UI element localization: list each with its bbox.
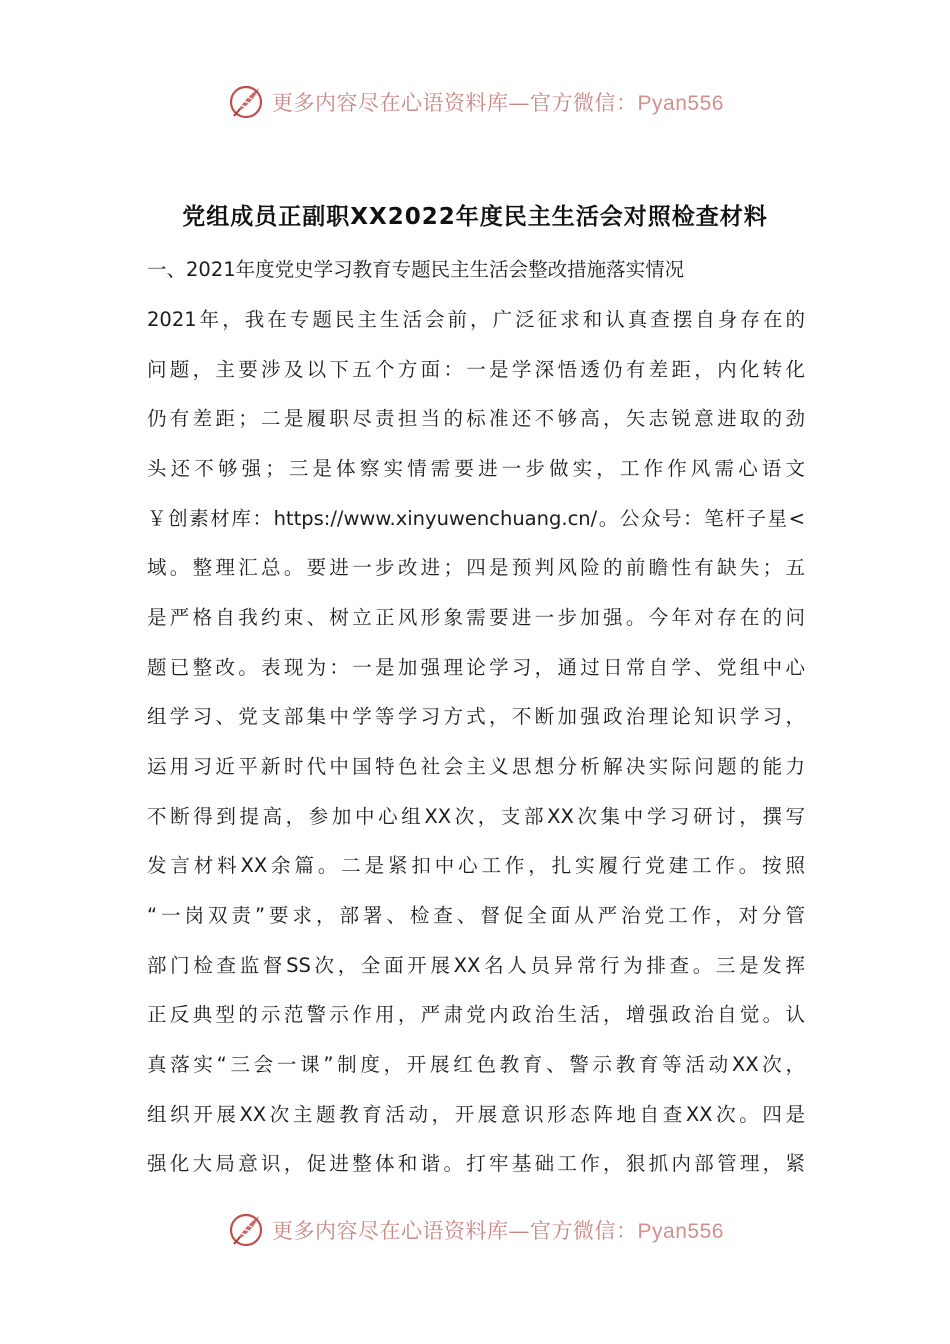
quill-logo-icon	[226, 82, 266, 122]
body-line: 强化大局意识，促进整体和谐。打牢基础工作，狠抓内部管理，紧	[147, 1152, 805, 1175]
header-watermark	[0, 80, 950, 124]
body-line: “一岗双责”要求，部署、检查、督促全面从严治党工作，对分管	[147, 904, 805, 927]
watermark-text: 更多内容尽在心语资料库—官方微信：Pyan556	[272, 91, 724, 115]
body-line: 组织开展XX次主题教育活动，开展意识形态阵地自查XX次。四是	[147, 1103, 805, 1126]
watermark-handle: Pyan556	[637, 1220, 724, 1243]
body-line: 头还不够强；三是体察实情需要进一步做实，工作作风需心语文	[147, 457, 805, 480]
body-line: 问题，主要涉及以下五个方面：一是学深悟透仍有差距，内化转化	[147, 358, 805, 381]
document-title: 党组成员正副职XX2022年度民主生活会对照检查材料	[182, 204, 768, 230]
body-line: 正反典型的示范警示作用，严肃党内政治生活，增强政治自觉。认	[147, 1003, 805, 1026]
body-line: ￥创素材库：https://www.xinyuwenchuang.cn/。公众号：笔杆子星<	[147, 507, 805, 530]
body-line: 真落实“三会一课”制度，开展红色教育、警示教育等活动XX次，	[147, 1053, 805, 1076]
section-heading: 一、2021年度党史学习教育专题民主生活会整改措施落实情况	[147, 258, 685, 281]
body-line: 仍有差距；二是履职尽责担当的标准还不够高，矢志锐意进取的劲	[147, 407, 805, 430]
body-line: 组学习、党支部集中学等学习方式，不断加强政治理论知识学习，	[147, 705, 805, 728]
body-line: 不断得到提高，参加中心组XX次，支部XX次集中学习研讨，撰写	[147, 805, 805, 828]
watermark-handle: Pyan556	[637, 92, 724, 115]
body-line: 是严格自我约束、树立正风形象需要进一步加强。今年对存在的问	[147, 606, 805, 629]
body-line: 域。整理汇总。要进一步改进；四是预判风险的前瞻性有缺失；五	[147, 556, 805, 579]
body-line: 运用习近平新时代中国特色社会主义思想分析解决实际问题的能力	[147, 755, 805, 778]
quill-logo-icon	[226, 1210, 266, 1250]
body-line: 2021年，我在专题民主生活会前，广泛征求和认真查摆自身存在的	[147, 308, 805, 331]
footer-watermark	[0, 1208, 950, 1252]
watermark-text: 更多内容尽在心语资料库—官方微信：Pyan556	[272, 1219, 724, 1243]
body-line: 发言材料XX余篇。二是紧扣中心工作，扎实履行党建工作。按照	[147, 854, 805, 877]
body-line: 题已整改。表现为：一是加强理论学习，通过日常自学、党组中心	[147, 656, 805, 679]
body-line: 部门检查监督SS次，全面开展XX名人员异常行为排查。三是发挥	[147, 954, 805, 977]
